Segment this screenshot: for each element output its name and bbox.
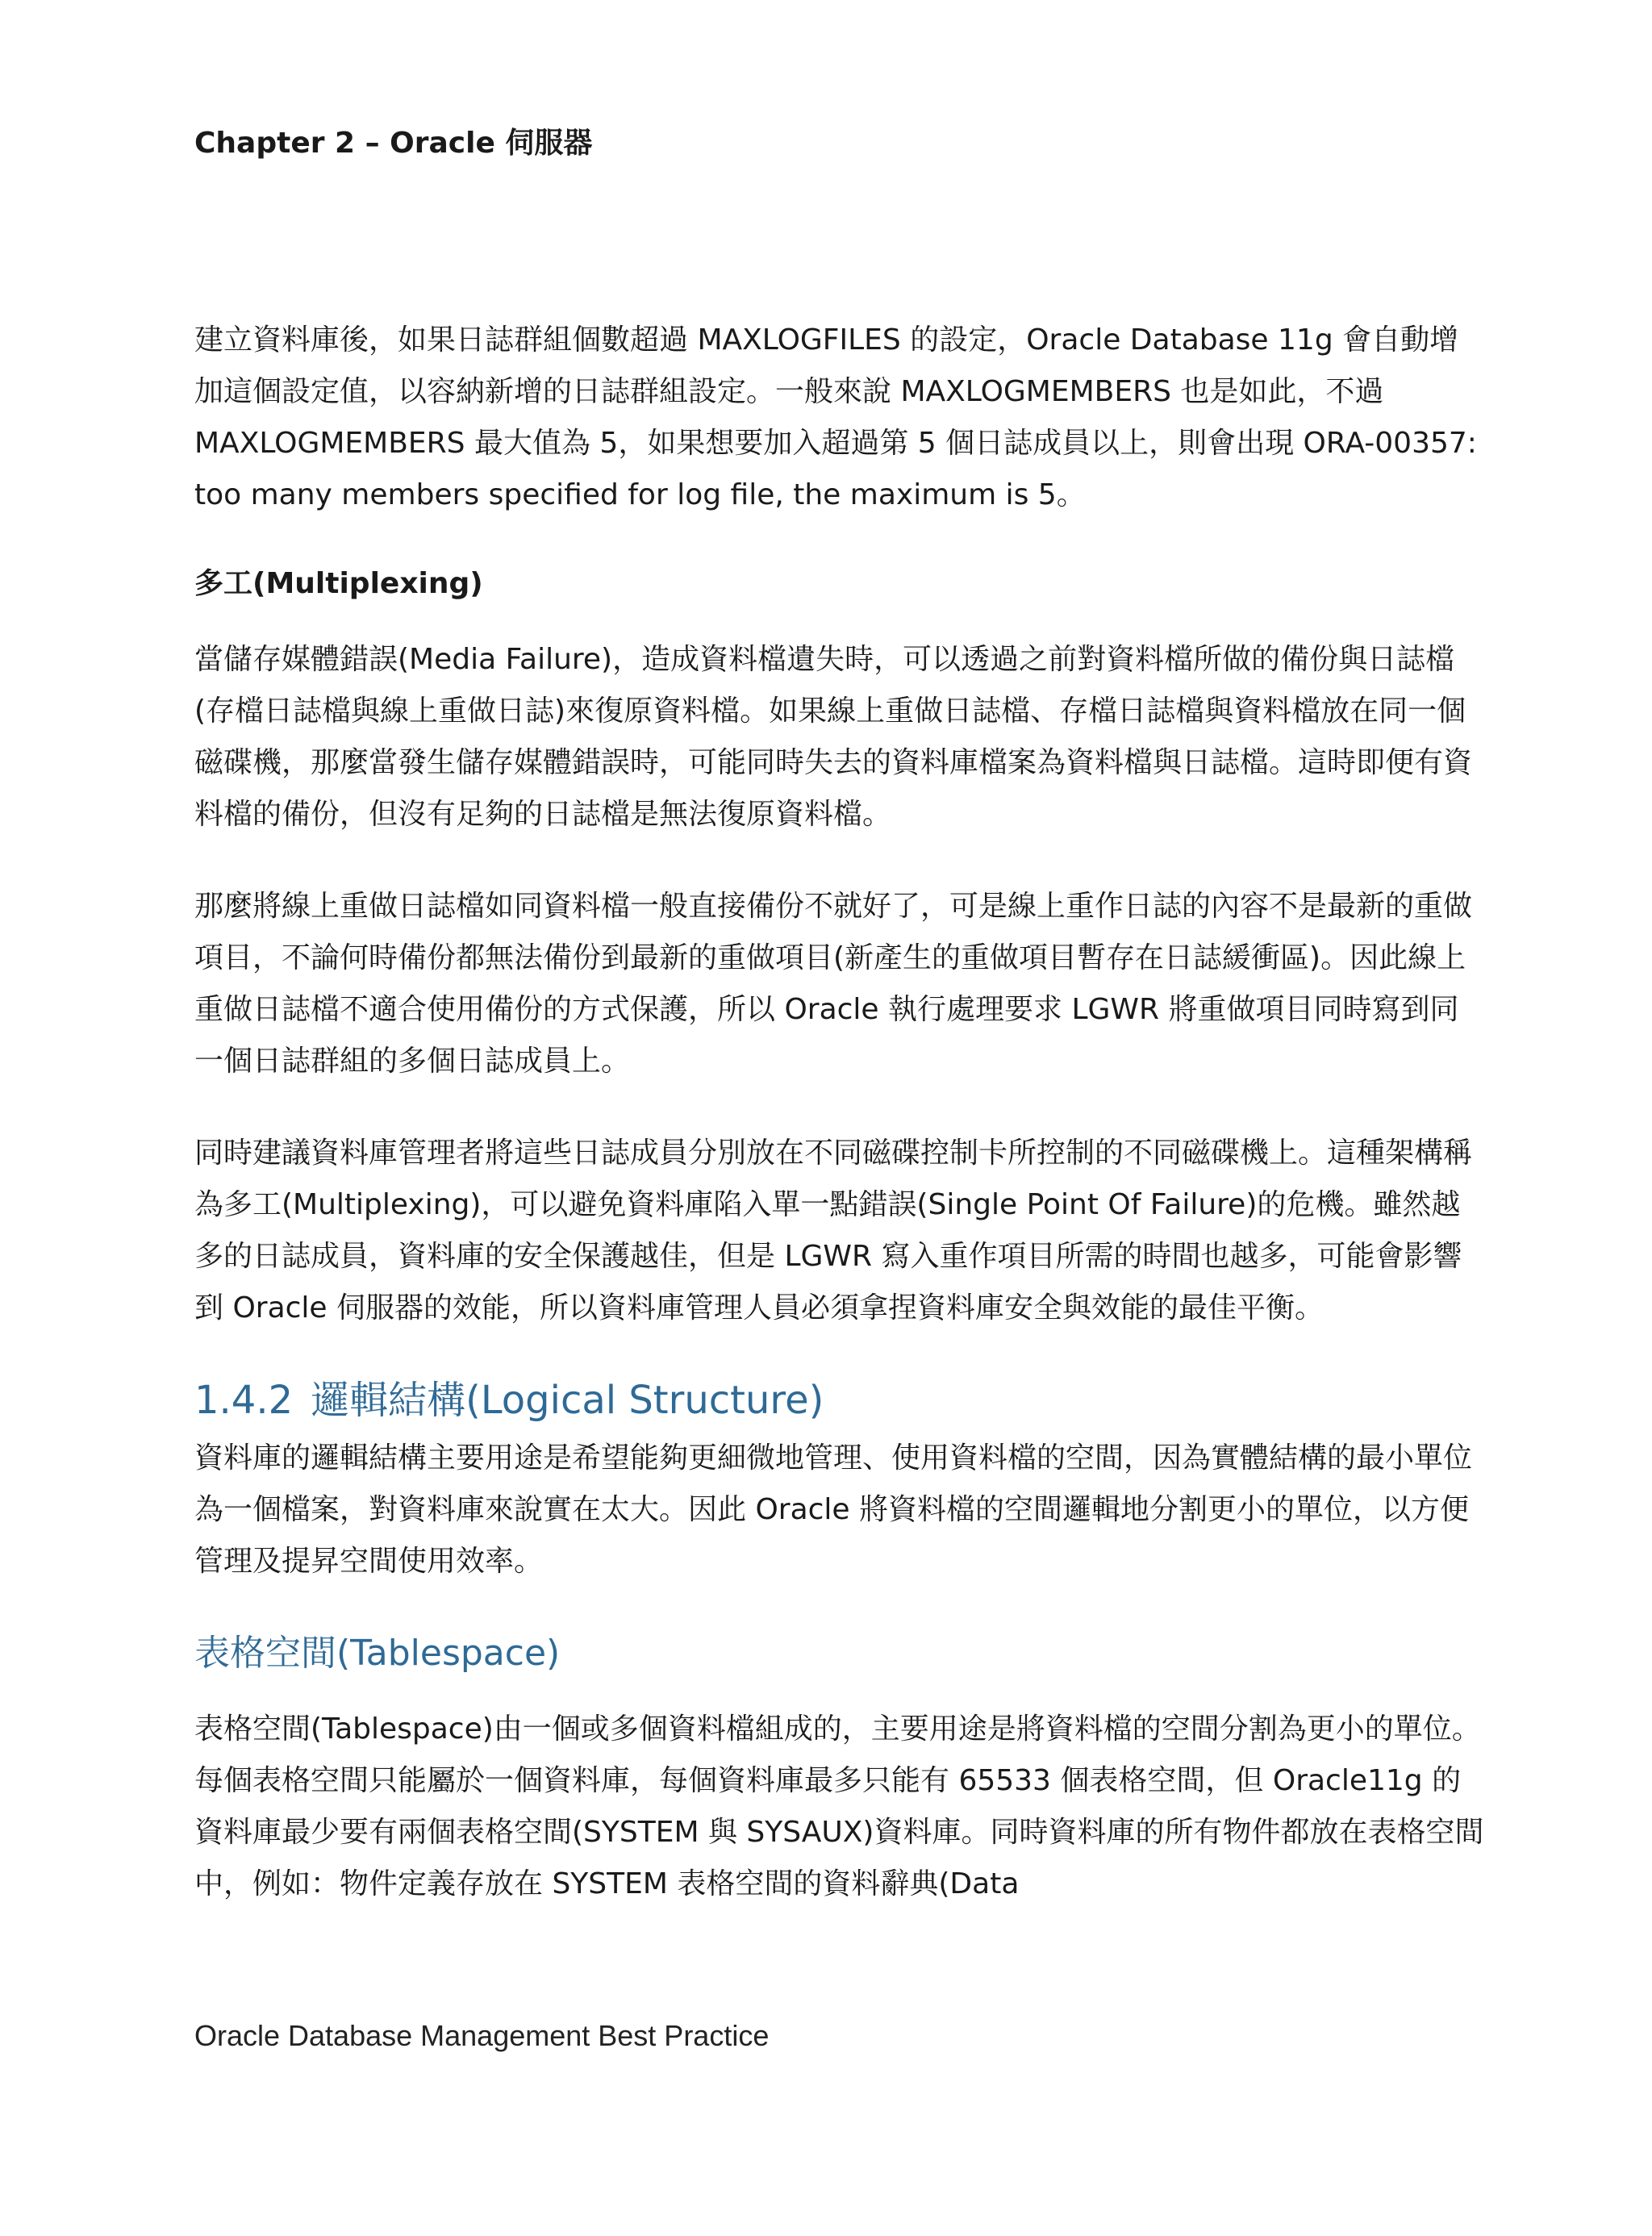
- chapter-header: Chapter 2 – Oracle 伺服器: [194, 127, 593, 160]
- paragraph-multiplexing-advice: 同時建議資料庫管理者將這些日誌成員分別放在不同磁碟控制卡所控制的不同磁碟機上。這種架構稱為多工(Multiplexing)，可以避免資料庫陷入單一點錯誤(Single Point Of Failure)的危機。雖然越多的日誌成員，資料庫的安全保護越佳，但是 LGWR 寫入重作項目所需的時間也越多，可能會影響到 Oracle 伺服器的效能，所以資料庫管理人員必須拿捏資料庫安全與效能的最佳平衡。: [194, 1137, 1473, 1324]
- section-heading-logical-structure: [194, 1375, 1485, 1426]
- section-title: 邏輯結構(Logical Structure): [311, 1378, 824, 1423]
- paragraph-media-failure: 當儲存媒體錯誤(Media Failure)，造成資料檔遺失時，可以透過之前對資料檔所做的備份與日誌檔(存檔日誌檔與線上重做日誌)來復原資料檔。如果線上重做日誌檔、存檔日誌檔與資料檔放在同一個磁碟機，那麼當發生儲存媒體錯誤時，可能同時失去的資料庫檔案為資料檔與日誌檔。這時即便有資料檔的備份，但沒有足夠的日誌檔是無法復原資料檔。: [194, 643, 1473, 831]
- section-number: 1.4.2: [194, 1378, 294, 1423]
- paragraph-redo-backup: 那麼將線上重做日誌檔如同資料檔一般直接備份不就好了，可是線上重作日誌的內容不是最新的重做項目，不論何時備份都無法備份到最新的重做項目(新產生的重做項目暫存在日誌緩衝區)。因此線上重做日誌檔不適合使用備份的方式保護，所以 Oracle 執行處理要求 LGWR 將重做項目同時寫到同一個日誌群組的多個日誌成員上。: [194, 890, 1473, 1078]
- subsection-heading-tablespace: 表格空間(Tablespace): [194, 1633, 561, 1674]
- paragraph-tablespace: 表格空間(Tablespace)由一個或多個資料檔組成的，主要用途是將資料檔的空間分割為更小的單位。每個表格空間只能屬於一個資料庫，每個資料庫最多只能有 65533 個表格空間，但 Oracle11g 的資料庫最少要有兩個表格空間(SYSTEM 與 SYSAUX)資料庫。同時資料庫的所有物件都放在表格空間中，例如：物件定義存放在 SYSTEM 表格空間的資料辭典(Data: [194, 1712, 1484, 1900]
- paragraph-maxlogfiles: 建立資料庫後，如果日誌群組個數超過 MAXLOGFILES 的設定，Oracle Database 11g 會自動增加這個設定值，以容納新增的日誌群組設定。一般來說 MAXLOGMEMBERS 也是如此，不過 MAXLOGMEMBERS 最大值為 5，如果想要加入超過第 5 個日誌成員以上，則會出現 ORA-00357: too many members specified for log file, the maximum is 5。: [194, 323, 1477, 511]
- subhead-multiplexing: 多工(Multiplexing): [194, 567, 483, 600]
- paragraph-logical-structure: 資料庫的邏輯結構主要用途是希望能夠更細微地管理、使用資料檔的空間，因為實體結構的最小單位為一個檔案，對資料庫來說實在太大。因此 Oracle 將資料檔的空間邏輯地分割更小的單位，以方便管理及提昇空間使用效率。: [194, 1441, 1473, 1578]
- page-footer: Oracle Database Management Best Practice: [194, 2019, 770, 2052]
- page-content: [194, 315, 1485, 1950]
